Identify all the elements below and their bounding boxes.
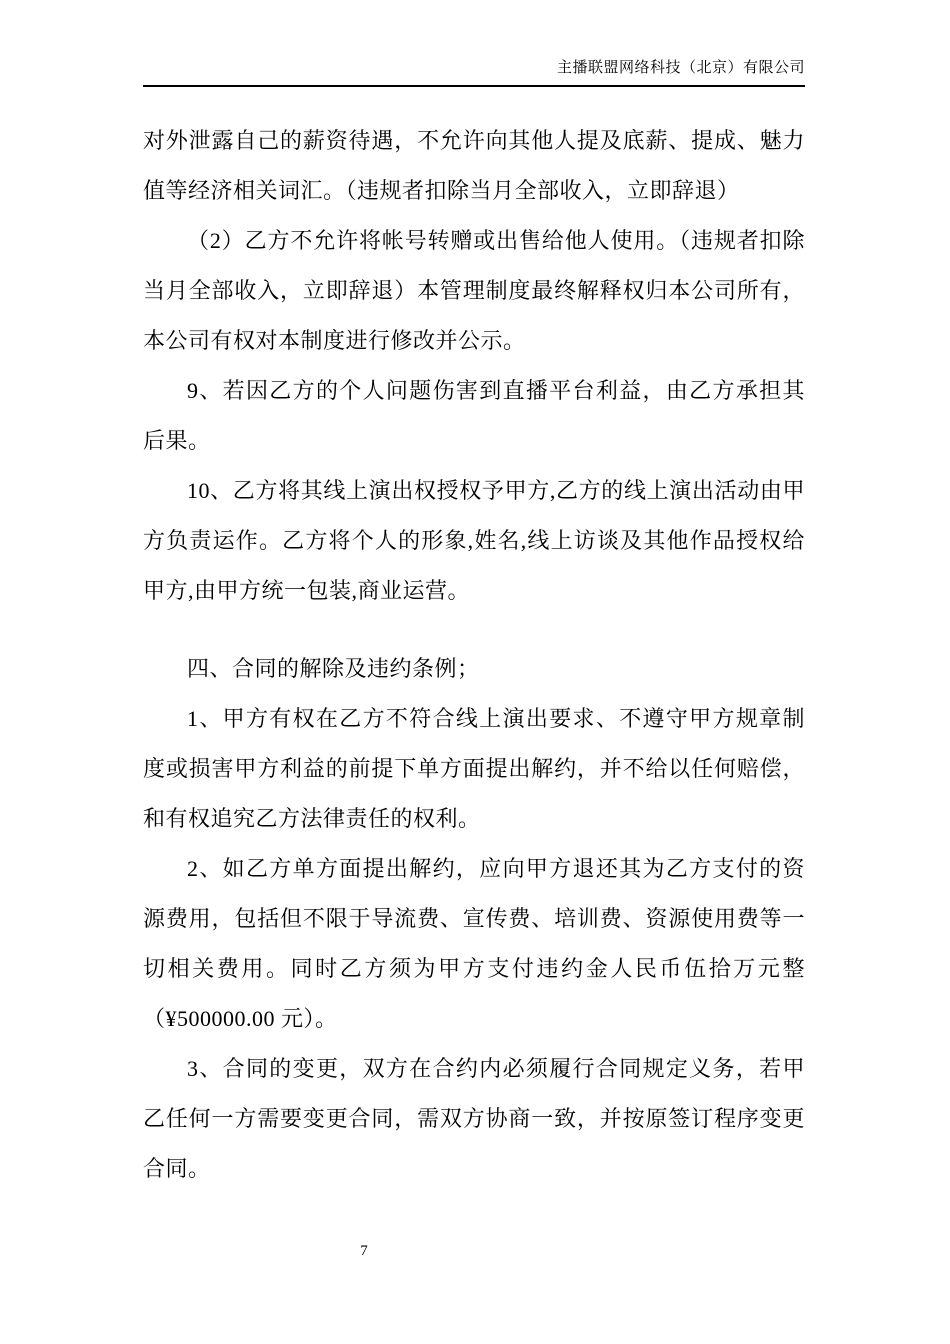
document-body bbox=[143, 116, 805, 1194]
paragraph-account-transfer-rule: （2）乙方不允许将帐号转赠或出售给他人使用。（违规者扣除当月全部收入，立即辞退）本管理制度最终解释权归本公司所有，本公司有权对本制度进行修改并公示。 bbox=[143, 228, 805, 353]
paragraph-termination-clause-2: 2、如乙方单方面提出解约，应向甲方退还其为乙方支付的资源费用，包括但不限于导流费、宣传费、培训费、资源使用费等一切相关费用。同时乙方须为甲方支付违约金人民币伍拾万元整（¥500000.00 元）。 bbox=[143, 856, 805, 1031]
section-heading-4-termination: 四、合同的解除及违约条例； bbox=[187, 656, 480, 681]
paragraph-termination-clause-3: 3、合同的变更，双方在合约内必须履行合同规定义务，若甲乙任何一方需要变更合同，需双方协商一致，并按原签订程序变更合同。 bbox=[143, 1056, 805, 1181]
page-header bbox=[143, 58, 805, 87]
company-name: 主播联盟网络科技（北京）有限公司 bbox=[556, 60, 805, 76]
paragraph-clause-9: 9、若因乙方的个人问题伤害到直播平台利益，由乙方承担其后果。 bbox=[143, 378, 805, 453]
paragraph-clause-10: 10、乙方将其线上演出权授权予甲方,乙方的线上演出活动由甲方负责运作。乙方将个人的形象,姓名,线上访谈及其他作品授权给甲方,由甲方统一包装,商业运营。 bbox=[143, 478, 805, 603]
paragraph-termination-clause-1: 1、甲方有权在乙方不符合线上演出要求、不遵守甲方规章制度或损害甲方利益的前提下单方面提出解约，并不给以任何赔偿，和有权追究乙方法律责任的权利。 bbox=[143, 706, 805, 831]
page-number: 7 bbox=[360, 1243, 368, 1259]
paragraph-salary-confidentiality: 对外泄露自己的薪资待遇，不允许向其他人提及底薪、提成、魅力值等经济相关词汇。（违规者扣除当月全部收入，立即辞退） bbox=[143, 128, 805, 203]
